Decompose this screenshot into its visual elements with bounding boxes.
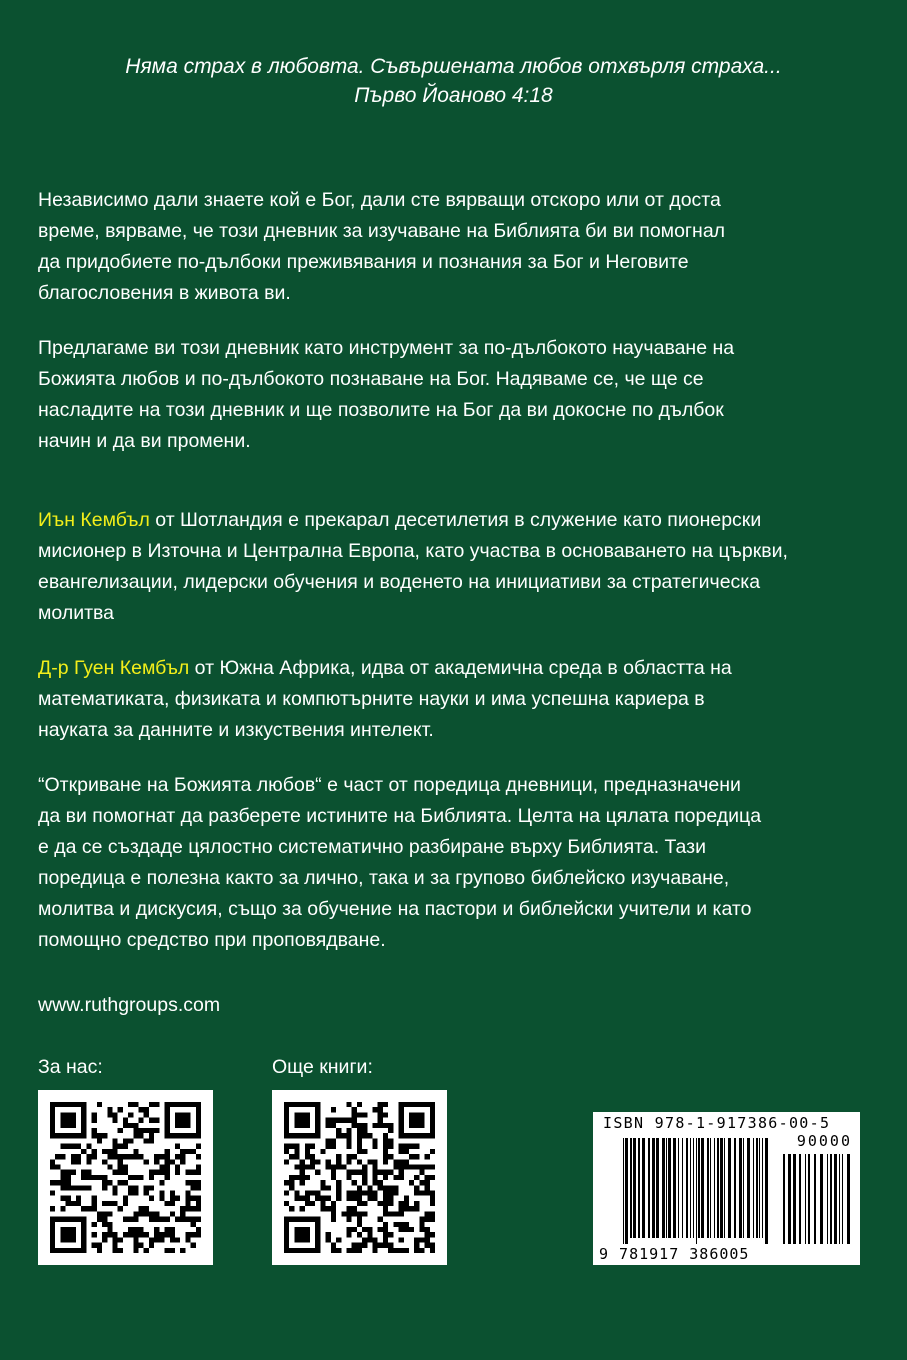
paragraph: [38, 505, 878, 629]
paragraph: [38, 770, 878, 956]
isbn-barcode: [593, 1112, 860, 1265]
paragraph: [38, 333, 878, 457]
epigraph: [0, 52, 907, 110]
text-line: молитва и дискусия, също за обучение на пастори и библейски учители и като: [38, 898, 752, 920]
price-addon: 90000: [796, 1132, 852, 1150]
text-line: е да се създаде цялостно систематично разбиране върху Библията. Тази: [38, 836, 707, 858]
text-line: благословения в живота ви.: [38, 282, 291, 304]
qr-label-books: Още книги:: [272, 1056, 373, 1078]
text-line: Иън Кембъл от Шотландия е прекарал десетилетия в служение като пионерски: [38, 509, 762, 531]
text-line: “Откриване на Божията любов“ е част от поредица дневници, предназначени: [38, 774, 741, 796]
text-line: Божията любов и по-дълбокото познаване на Бог. Надяваме се, че ще се: [38, 368, 704, 390]
text-line: да придобиете по-дълбоки преживявания и познания за Бог и Неговите: [38, 251, 689, 273]
text-line: помощно средство при проповядване.: [38, 929, 386, 951]
quote-reference: Първо Йоаново 4:18: [354, 84, 553, 107]
text-line: Д-р Гуен Кембъл от Южна Африка, идва от академична среда в областта на: [38, 657, 732, 679]
qr-code-books[interactable]: [272, 1090, 447, 1265]
isbn-text: ISBN 978-1-917386-00-5: [603, 1114, 831, 1132]
text-line: науката за данните и изкуствения интелект.: [38, 719, 434, 741]
qr-label-about: За нас:: [38, 1056, 103, 1078]
text-line: евангелизации, лидерски обучения и воденето на инициативи за стратегическа: [38, 571, 761, 593]
text-line: насладите на този дневник и ще позволите на Бог да ви докосне по дълбок: [38, 399, 724, 421]
author-name: Д-р Гуен Кембъл: [38, 657, 190, 679]
text-line: Предлагаме ви този дневник като инструмент за по-дълбокото научаване на: [38, 337, 735, 359]
text-line: да ви помогнат да разберете истините на Библията. Целта на цялата поредица: [38, 805, 762, 827]
text-line: време, вярваме, че този дневник за изучаване на Библията би ви помогнал: [38, 220, 726, 242]
author-name: Иън Кембъл: [38, 509, 150, 531]
ean-digits: 9 781917 386005: [599, 1245, 750, 1263]
text-line: поредица е полезна както за лично, така и за групово библейско изучаване,: [38, 867, 730, 889]
website-link[interactable]: www.ruthgroups.com: [38, 994, 221, 1016]
text-line: математиката, физиката и компютърните науки и има успешна кариера в: [38, 688, 705, 710]
text-line: молитва: [38, 602, 115, 624]
qr-code-about[interactable]: [38, 1090, 213, 1265]
text-line: мисионер в Източна и Централна Европа, като участва в основаването на църкви,: [38, 540, 788, 562]
cover-text: [38, 185, 878, 980]
paragraph: [38, 653, 878, 746]
text-line: начин и да ви промени.: [38, 430, 251, 452]
paragraph: [38, 185, 878, 309]
text-line: Независимо дали знаете кой е Бог, дали сте вярващи отскоро или от доста: [38, 189, 721, 211]
quote-text: Няма страх в любовта. Съвършената любов отхвърля страха...: [125, 55, 782, 78]
